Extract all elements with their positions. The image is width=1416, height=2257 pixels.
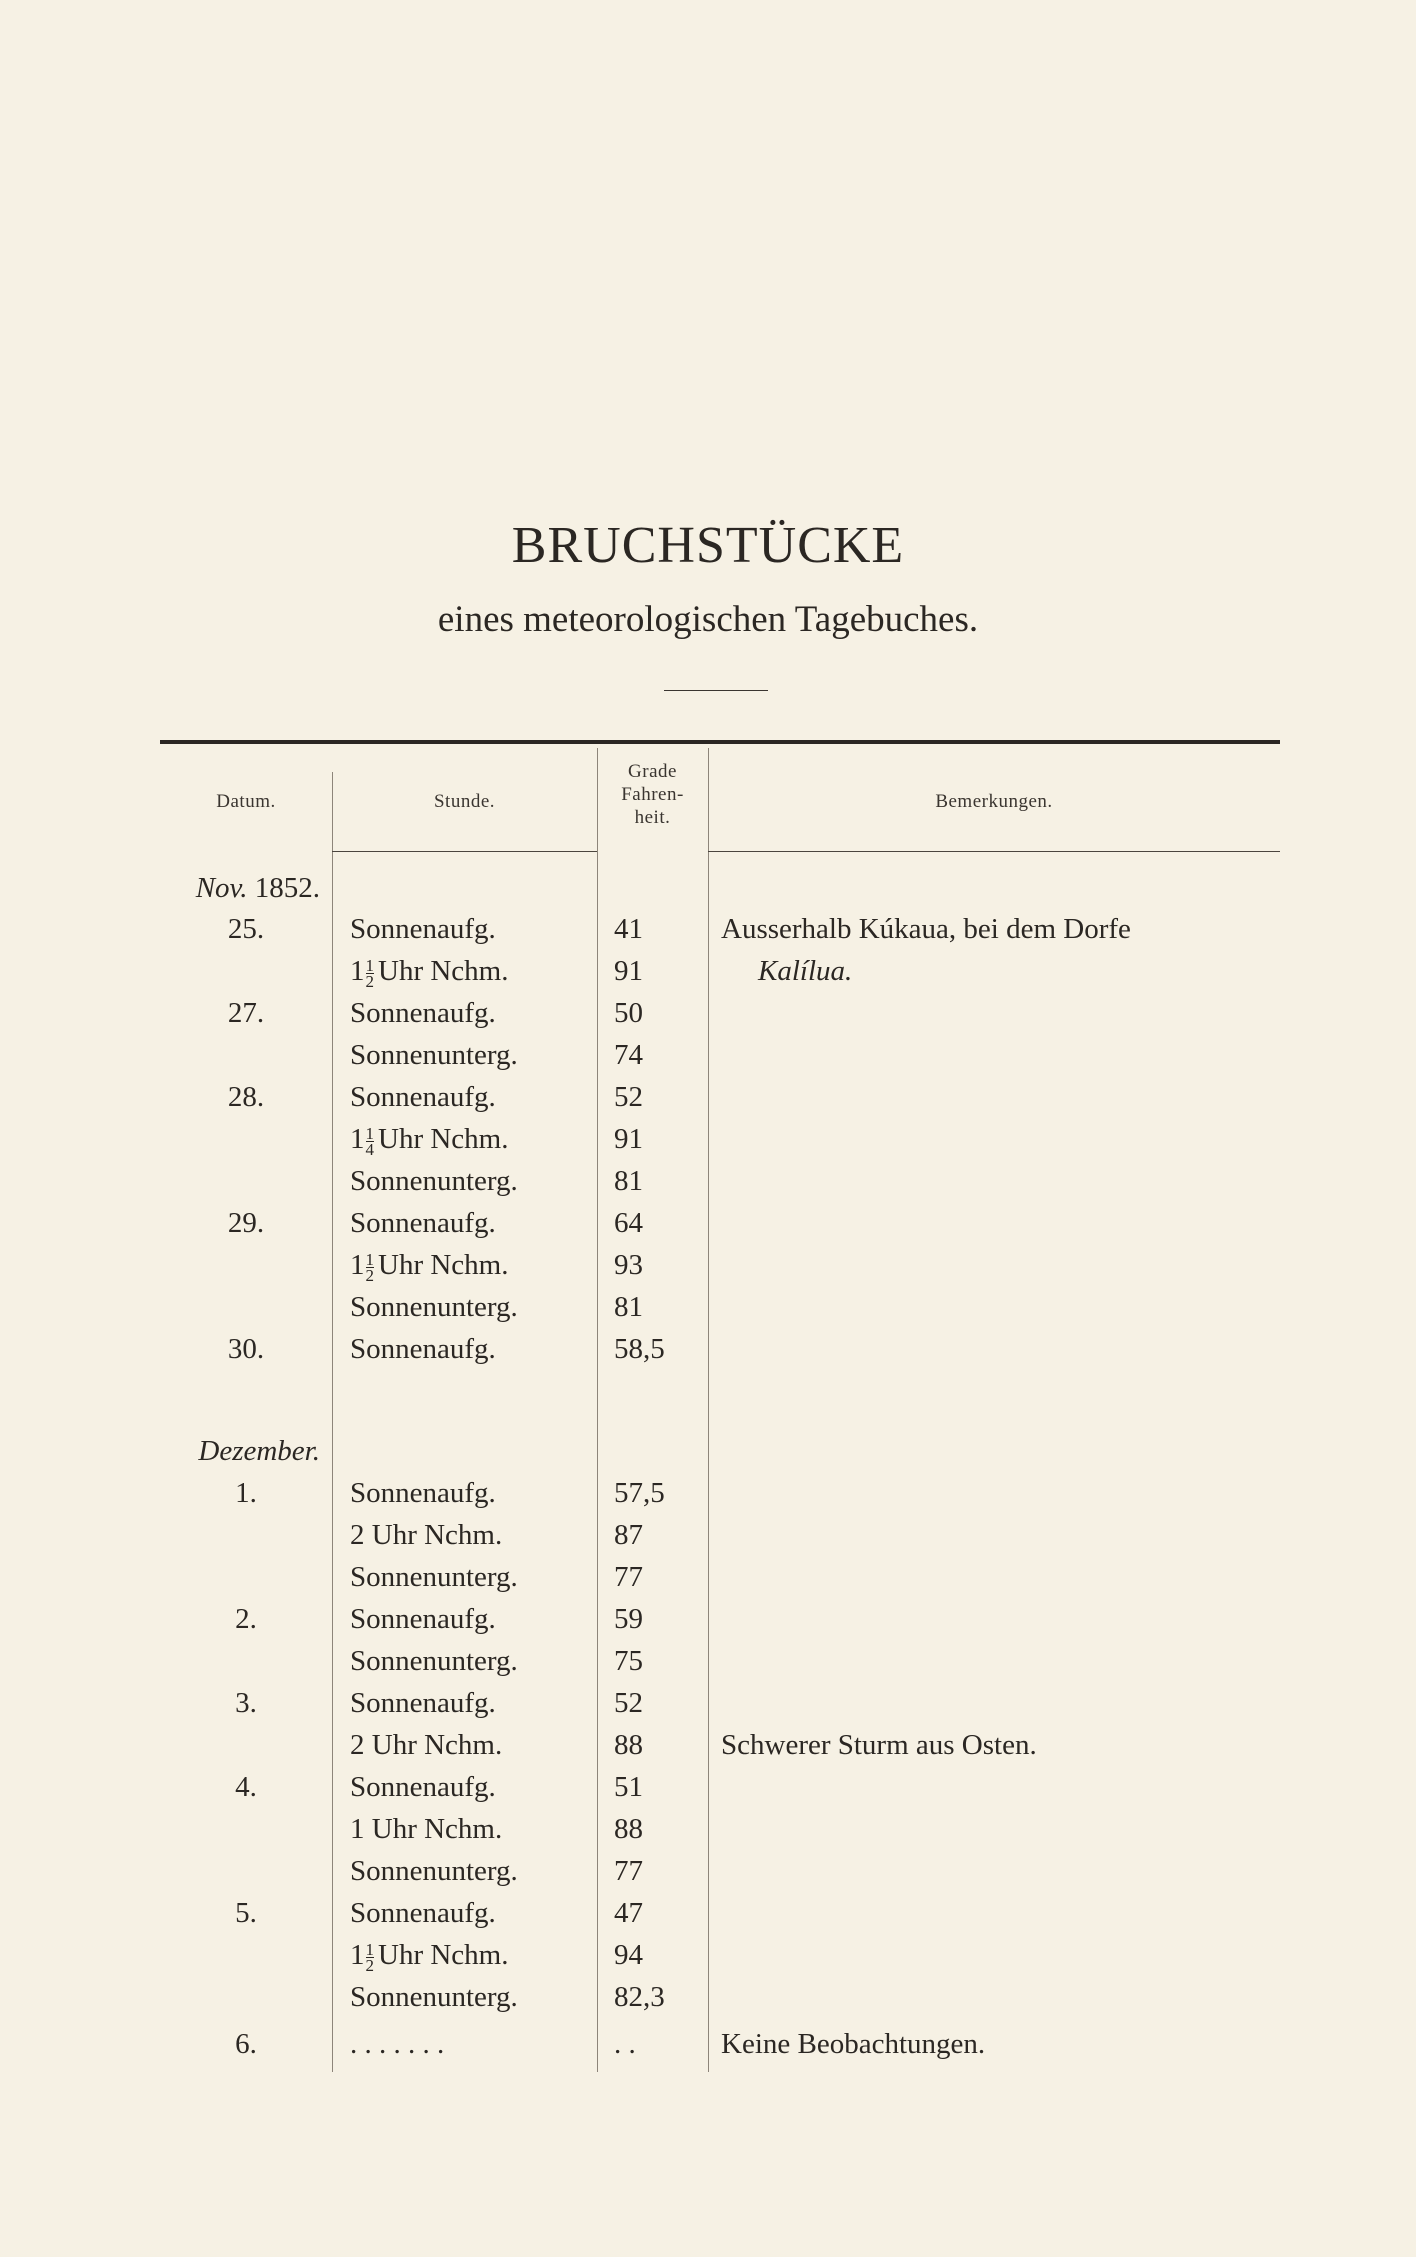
header-remarks: Bemerkungen. bbox=[935, 791, 1053, 812]
fraction bbox=[365, 1939, 375, 1975]
hour-cell bbox=[350, 1682, 496, 1724]
date-cell: 5. bbox=[235, 1897, 257, 1929]
degrees-cell: 94 bbox=[614, 1939, 643, 1971]
header-degrees-line2: Fahren- bbox=[621, 784, 684, 805]
hour-text: Uhr Nchm. bbox=[378, 1939, 509, 1971]
header-rule-remarks bbox=[708, 851, 1280, 852]
remarks-cell: Kalílua. bbox=[758, 955, 853, 987]
fraction-denominator: 2 bbox=[365, 1265, 374, 1285]
hour-cell bbox=[350, 1976, 518, 2018]
fraction-numerator: 1 bbox=[365, 955, 374, 975]
hour-text: Sonnenaufg. bbox=[350, 1081, 496, 1113]
hour-text: . . . . . . . bbox=[350, 2028, 445, 2060]
degrees-cell: 87 bbox=[614, 1519, 643, 1551]
degrees-cell: 81 bbox=[614, 1291, 643, 1323]
hour-whole: 1 bbox=[350, 1249, 365, 1281]
fraction bbox=[365, 1123, 375, 1159]
degrees-cell: 52 bbox=[614, 1081, 643, 1113]
fraction-denominator: 2 bbox=[365, 971, 374, 991]
date-cell: 1. bbox=[235, 1477, 257, 1509]
table-row bbox=[160, 1892, 1280, 1934]
table-top-rule bbox=[160, 740, 1280, 744]
hour-text: Sonnenunterg. bbox=[350, 1291, 518, 1323]
hour-text: Sonnenaufg. bbox=[350, 1897, 496, 1929]
hour-cell bbox=[350, 950, 508, 992]
degrees-cell: 41 bbox=[614, 913, 643, 945]
hour-cell bbox=[350, 1934, 508, 1976]
table-row bbox=[160, 1724, 1280, 1766]
month-name: Nov. bbox=[195, 872, 248, 904]
hour-cell bbox=[350, 2023, 444, 2065]
month-name: Dezember. bbox=[198, 1435, 320, 1467]
table-month-row bbox=[160, 1430, 1280, 1472]
hour-cell bbox=[350, 1850, 518, 1892]
month-heading bbox=[160, 867, 320, 909]
hour-text: Sonnenaufg. bbox=[350, 1333, 496, 1365]
date-cell: 25. bbox=[227, 913, 265, 945]
table-row bbox=[160, 1034, 1280, 1076]
hour-cell bbox=[350, 1640, 518, 1682]
month-heading bbox=[160, 1430, 320, 1472]
hour-whole: 1 bbox=[350, 1123, 365, 1155]
degrees-cell: . . bbox=[614, 2028, 636, 2060]
hour-text: Sonnenaufg. bbox=[350, 1687, 496, 1719]
hour-text: Sonnenaufg. bbox=[350, 997, 496, 1029]
table-row bbox=[160, 1118, 1280, 1160]
hour-text: Sonnenaufg. bbox=[350, 1207, 496, 1239]
fraction-denominator: 4 bbox=[365, 1139, 374, 1159]
hour-cell bbox=[350, 1892, 496, 1934]
degrees-cell: 91 bbox=[614, 955, 643, 987]
header-rule-hour bbox=[332, 851, 597, 852]
table-row bbox=[160, 1682, 1280, 1724]
degrees-cell: 77 bbox=[614, 1855, 643, 1887]
date-cell: 29. bbox=[227, 1207, 265, 1239]
hour-cell bbox=[350, 1724, 502, 1766]
degrees-cell: 64 bbox=[614, 1207, 643, 1239]
hour-cell bbox=[350, 1598, 496, 1640]
degrees-cell: 75 bbox=[614, 1645, 643, 1677]
degrees-cell: 50 bbox=[614, 997, 643, 1029]
date-cell: 27. bbox=[227, 997, 265, 1029]
hour-cell bbox=[350, 1766, 496, 1808]
date-cell: 3. bbox=[235, 1687, 257, 1719]
year: 1852. bbox=[254, 872, 320, 904]
page-subtitle: eines meteorologischen Tagebuches. bbox=[437, 599, 979, 640]
hour-text: Sonnenunterg. bbox=[350, 1855, 518, 1887]
hour-text: Sonnenaufg. bbox=[350, 1771, 496, 1803]
table-row bbox=[160, 1328, 1280, 1370]
table-row bbox=[160, 1850, 1280, 1892]
hour-text: 1 Uhr Nchm. bbox=[350, 1813, 503, 1845]
table-row bbox=[160, 908, 1280, 950]
table-row bbox=[160, 1286, 1280, 1328]
header-degrees-line3: heit. bbox=[634, 807, 671, 828]
table-row bbox=[160, 1244, 1280, 1286]
degrees-cell: 88 bbox=[614, 1813, 643, 1845]
table-row bbox=[160, 1472, 1280, 1514]
date-cell: 6. bbox=[235, 2028, 257, 2060]
hour-text: Sonnenunterg. bbox=[350, 1561, 518, 1593]
fraction bbox=[365, 1249, 375, 1285]
table-row bbox=[160, 1076, 1280, 1118]
hour-cell bbox=[350, 1808, 502, 1850]
header-date: Datum. bbox=[216, 791, 276, 812]
table-row bbox=[160, 1766, 1280, 1808]
degrees-cell: 77 bbox=[614, 1561, 643, 1593]
degrees-cell: 51 bbox=[614, 1771, 643, 1803]
date-cell: 2. bbox=[235, 1603, 257, 1635]
degrees-cell: 59 bbox=[614, 1603, 643, 1635]
fraction-numerator: 1 bbox=[365, 1123, 374, 1143]
hour-whole: 1 bbox=[350, 1939, 365, 1971]
hour-cell bbox=[350, 992, 496, 1034]
hour-cell bbox=[350, 1244, 508, 1286]
hour-cell bbox=[350, 1472, 496, 1514]
degrees-cell: 81 bbox=[614, 1165, 643, 1197]
hour-text: Uhr Nchm. bbox=[378, 955, 509, 987]
hour-cell bbox=[350, 1556, 518, 1598]
weather-table bbox=[160, 740, 1280, 2070]
hour-text: Sonnenaufg. bbox=[350, 1477, 496, 1509]
hour-text: 2 Uhr Nchm. bbox=[350, 1519, 503, 1551]
table-row bbox=[160, 1160, 1280, 1202]
degrees-cell: 82,3 bbox=[614, 1981, 665, 2013]
fraction-denominator: 2 bbox=[365, 1955, 374, 1975]
hour-text: Sonnenaufg. bbox=[350, 913, 496, 945]
hour-text: Sonnenunterg. bbox=[350, 1645, 518, 1677]
table-row bbox=[160, 1556, 1280, 1598]
hour-text: Sonnenunterg. bbox=[350, 1165, 518, 1197]
table-month-row bbox=[160, 867, 1280, 909]
remarks-cell: Schwerer Sturm aus Osten. bbox=[721, 1729, 1037, 1761]
degrees-cell: 58,5 bbox=[614, 1333, 665, 1365]
degrees-cell: 91 bbox=[614, 1123, 643, 1155]
remarks-cell: Ausserhalb Kúkaua, bei dem Dorfe bbox=[721, 913, 1131, 945]
table-row bbox=[160, 950, 1280, 992]
hour-cell bbox=[350, 1202, 496, 1244]
fraction bbox=[365, 955, 375, 991]
hour-cell bbox=[350, 1076, 496, 1118]
degrees-cell: 88 bbox=[614, 1729, 643, 1761]
degrees-cell: 57,5 bbox=[614, 1477, 665, 1509]
table-row bbox=[160, 1976, 1280, 2018]
table-row bbox=[160, 1202, 1280, 1244]
degrees-cell: 74 bbox=[614, 1039, 643, 1071]
date-cell: 4. bbox=[235, 1771, 257, 1803]
header-degrees-line1: Grade bbox=[628, 761, 677, 782]
hour-text: Uhr Nchm. bbox=[378, 1123, 509, 1155]
title-divider bbox=[664, 690, 768, 691]
hour-whole: 1 bbox=[350, 955, 365, 987]
hour-text: 2 Uhr Nchm. bbox=[350, 1729, 503, 1761]
degrees-cell: 52 bbox=[614, 1687, 643, 1719]
fraction-numerator: 1 bbox=[365, 1249, 374, 1269]
hour-cell bbox=[350, 908, 496, 950]
page-title: BRUCHSTÜCKE bbox=[511, 517, 905, 574]
hour-cell bbox=[350, 1328, 496, 1370]
degrees-cell: 47 bbox=[614, 1897, 643, 1929]
remarks-cell: Keine Beobachtungen. bbox=[721, 2028, 986, 2060]
table-row bbox=[160, 1640, 1280, 1682]
hour-cell bbox=[350, 1514, 502, 1556]
hour-text: Uhr Nchm. bbox=[378, 1249, 509, 1281]
degrees-cell: 93 bbox=[614, 1249, 643, 1281]
table-row bbox=[160, 1598, 1280, 1640]
header-degrees bbox=[597, 760, 708, 829]
hour-text: Sonnenunterg. bbox=[350, 1981, 518, 2013]
fraction-numerator: 1 bbox=[365, 1939, 374, 1959]
hour-text: Sonnenunterg. bbox=[350, 1039, 518, 1071]
hour-cell bbox=[350, 1160, 518, 1202]
hour-text: Sonnenaufg. bbox=[350, 1603, 496, 1635]
table-row bbox=[160, 992, 1280, 1034]
header-hour: Stunde. bbox=[433, 791, 496, 812]
date-cell: 28. bbox=[227, 1081, 265, 1113]
table-row bbox=[160, 1934, 1280, 1976]
table-row bbox=[160, 2023, 1280, 2065]
hour-cell bbox=[350, 1118, 508, 1160]
date-cell: 30. bbox=[227, 1333, 265, 1365]
hour-cell bbox=[350, 1034, 518, 1076]
table-row bbox=[160, 1808, 1280, 1850]
table-row bbox=[160, 1514, 1280, 1556]
hour-cell bbox=[350, 1286, 518, 1328]
